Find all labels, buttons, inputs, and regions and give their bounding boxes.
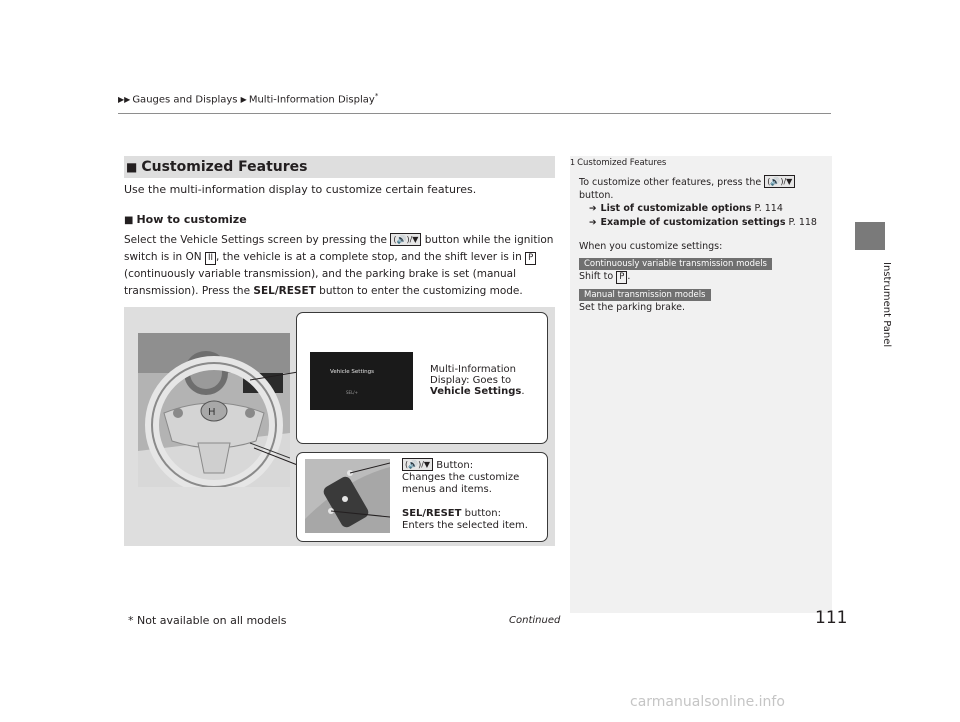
page-number: 111 bbox=[815, 608, 848, 628]
header-rule bbox=[118, 113, 831, 114]
xref-title[interactable]: List of customizable options bbox=[600, 203, 752, 214]
volume-down-button-icon: (🔊)/▼ bbox=[402, 458, 433, 471]
display-caption bbox=[430, 364, 540, 397]
ignition-on-key: II bbox=[205, 252, 216, 265]
volume-button-caption bbox=[402, 458, 542, 496]
watermark: carmanualsonline.info bbox=[630, 694, 785, 710]
sel-reset-label: SEL/RESET bbox=[253, 285, 316, 297]
subheading bbox=[124, 213, 247, 226]
shift-park-key: P bbox=[525, 252, 536, 265]
intro-text: Use the multi-information display to customize certain features. bbox=[124, 183, 477, 196]
model-badge-manual: Manual transmission models bbox=[579, 289, 711, 301]
cross-reference-link[interactable] bbox=[579, 216, 819, 230]
xref-page[interactable]: P. 114 bbox=[754, 203, 783, 214]
subheading-title: How to customize bbox=[136, 213, 247, 226]
triangle-right-icon: ▶ bbox=[240, 95, 247, 105]
xref-title[interactable]: Example of customization settings bbox=[600, 217, 786, 228]
breadcrumb bbox=[118, 92, 378, 105]
note-title-text: Customized Features bbox=[577, 158, 667, 168]
footnote: * Not available on all models bbox=[128, 614, 287, 627]
footnote-mark: * bbox=[374, 92, 379, 100]
paragraph-text: , the vehicle is at a complete stop, and the shift lever is in bbox=[215, 251, 522, 263]
note-title bbox=[570, 158, 666, 168]
square-bullet-icon: ■ bbox=[126, 160, 138, 174]
note-text: Shift to bbox=[579, 271, 614, 282]
continued-label: Continued bbox=[509, 615, 561, 626]
screen-subtext: SEL/+ bbox=[346, 390, 358, 395]
paragraph-text: button while the ignition switch is in ON bbox=[124, 234, 554, 263]
breadcrumb-section[interactable]: Gauges and Displays bbox=[132, 94, 238, 106]
model-badge-cvt: Continuously variable transmission models bbox=[579, 258, 772, 270]
caption-bold: Vehicle Settings bbox=[430, 386, 522, 397]
caption-text: Enters the selected item. bbox=[402, 520, 528, 531]
how-to-paragraph bbox=[124, 232, 554, 300]
note-text: Set the parking brake. bbox=[579, 302, 685, 313]
caption-text: Changes the customize menus and items. bbox=[402, 472, 520, 495]
screen-title: Vehicle Settings bbox=[330, 369, 374, 375]
multi-information-display-screen bbox=[310, 352, 413, 410]
arrow-right-icon: ➔ bbox=[589, 218, 597, 228]
side-tab-label[interactable]: Instrument Panel bbox=[881, 262, 892, 348]
note-text: When you customize settings: bbox=[579, 241, 723, 252]
caption-text: Button: bbox=[436, 460, 474, 471]
note-text: button. bbox=[579, 190, 614, 201]
caption-text: . bbox=[521, 386, 525, 397]
caption-bold: SEL/RESET bbox=[402, 508, 462, 519]
volume-down-button-icon: (🔊)/▼ bbox=[390, 233, 421, 246]
paragraph-text: button to enter the customizing mode. bbox=[319, 285, 523, 297]
section-title: Customized Features bbox=[141, 159, 308, 175]
svg-text:H: H bbox=[208, 407, 216, 418]
square-bullet-icon: ■ bbox=[124, 215, 134, 226]
xref-page[interactable]: P. 118 bbox=[788, 217, 817, 228]
paragraph-text: (continuously variable transmission), and the parking brake is set (manual transmission). Press the bbox=[124, 268, 517, 297]
note-text: To customize other features, press the bbox=[579, 177, 762, 188]
breadcrumb-page[interactable]: Multi-Information Display bbox=[248, 94, 375, 106]
cross-reference-link[interactable] bbox=[579, 202, 819, 216]
caption-text: button: bbox=[464, 508, 501, 519]
note-body: To customize other features, press the (🔊)/▼ button. ➔ List of customizable options P. 114 ➔ Example of customization settings P. 118 When you customize settings: Continuously variable transmission models Shift to P . Manual transmission models Set the parking brake. bbox=[579, 175, 819, 314]
triangle-right-icon: ▶▶ bbox=[118, 95, 131, 105]
shift-park-key: P bbox=[616, 271, 627, 284]
caption-text: Multi-Information Display: Goes to bbox=[430, 364, 516, 386]
sel-reset-caption bbox=[402, 508, 542, 532]
volume-down-button-icon: (🔊)/▼ bbox=[764, 175, 795, 188]
arrow-right-icon: ➔ bbox=[589, 204, 597, 214]
side-tab-block bbox=[855, 222, 885, 250]
section-heading bbox=[124, 156, 555, 178]
paragraph-text: Select the Vehicle Settings screen by pressing the bbox=[124, 234, 388, 246]
note-number-icon: 1 bbox=[570, 158, 576, 167]
steering-controls-illustration bbox=[305, 459, 390, 533]
steering-controls-icon bbox=[305, 459, 390, 533]
